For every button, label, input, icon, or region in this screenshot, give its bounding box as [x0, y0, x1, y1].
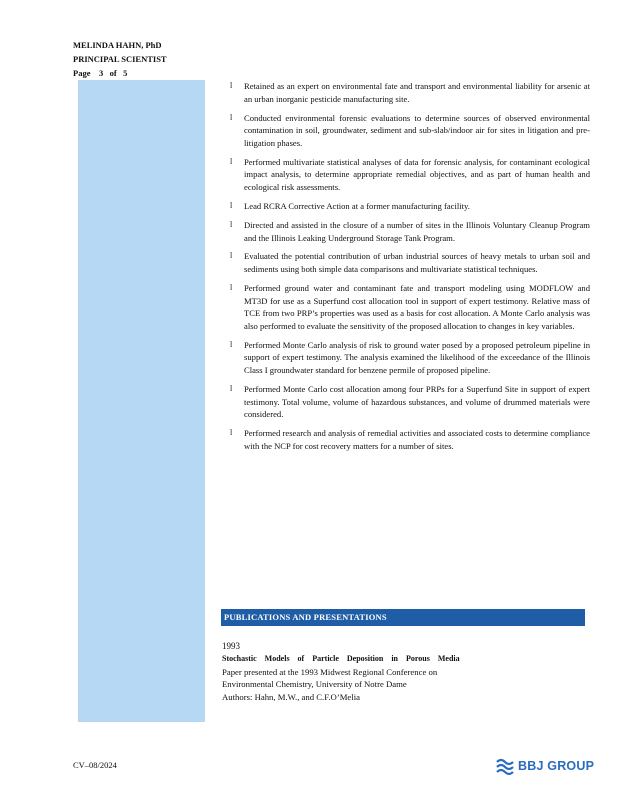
page-indicator: [73, 66, 167, 80]
bullet-marker: l: [230, 156, 233, 166]
publications-section: [222, 640, 522, 704]
page-of: of: [109, 68, 117, 78]
logo-text: BBJ GROUP: [518, 759, 595, 773]
experience-item: [230, 282, 590, 332]
experience-text: Retained as an expert on environmental fate and transport and environmental liability for arsenic at an urban inorganic pesticide manufacturing site.: [244, 81, 590, 104]
experience-item: [230, 156, 590, 194]
experience-item: [230, 80, 590, 105]
bullet-marker: l: [230, 112, 233, 122]
publication-venue: Paper presented at the 1993 Midwest Regional Conference on: [222, 666, 438, 677]
bullet-marker: l: [230, 428, 233, 438]
bullet-marker: l: [230, 219, 233, 229]
logo-waves-icon: [495, 757, 515, 775]
experience-text: Performed multivariate statistical analyses of data for forensic analysis, for contaminant ecological impact analysis, to determine appropriate remedial objectives, and as part of human health and ecological risk assessments.: [244, 156, 590, 192]
cv-code: CV–08/2024: [73, 760, 117, 770]
experience-text: Evaluated the potential contribution of urban industrial sources of heavy metals to urban soil and sediments using both simple data comparisons and multivariate statistical techniques.: [244, 251, 590, 275]
experience-item: [230, 250, 590, 275]
page-total: 5: [123, 68, 128, 78]
author-title: PRINCIPAL SCIENTIST: [73, 54, 167, 64]
experience-item: [230, 427, 590, 452]
bullet-marker: l: [230, 251, 233, 261]
experience-list: [230, 80, 590, 459]
experience-text: Performed research and analysis of remedial activities and associated costs to determine compliance with the NCP for cost recovery matters for a number of sites.: [244, 428, 590, 451]
left-sidebar-panel: [78, 80, 205, 722]
experience-text: Directed and assisted in the closure of a number of sites in the Illinois Voluntary Cleanup Program and the Illinois Leaking Underground Storage Tank Program.: [244, 219, 590, 243]
bullet-marker: l: [230, 339, 233, 349]
experience-item: [230, 219, 590, 244]
bullet-marker: l: [230, 384, 233, 393]
experience-text: Performed Monte Carlo cost allocation among four PRPs for a Superfund Site in support of expert testimony. Total volume, volume of hazardous substances, and volume of drummed materials were considered.: [244, 384, 590, 420]
bullet-marker: l: [230, 200, 233, 210]
experience-text: Lead RCRA Corrective Action at a former manufacturing facility.: [244, 200, 470, 211]
publication-authors: Authors: Hahn, M.W., and C.F.O’Melia: [222, 692, 360, 703]
experience-item: [230, 200, 590, 213]
publication-venue-cont: Environmental Chemistry, University of Notre Dame: [222, 679, 407, 690]
document-header: [73, 38, 167, 80]
publication-year: 1993: [222, 641, 240, 651]
experience-text: Performed Monte Carlo analysis of risk to ground water posed by a proposed petroleum pipeline in support of expert testimony. The analysis examined the likelihood of the exceedance of the Illinois Class I groundwater standard for benzene permile of proposed pipeline.: [244, 339, 590, 376]
experience-item: [230, 112, 590, 150]
experience-text: Performed ground water and contaminant fate and transport modeling using MODFLOW and MT3D for use as a Superfund cost allocation tool in support of expert testimony. Relative mass of TCE from two PRP’s properties was used as a basis for cost allocation. A Monte Carlo analysis was also performed to evaluate the sensitivity of the proposed allocation to changes in key variables.: [244, 283, 590, 331]
experience-item: [230, 339, 590, 377]
publication-title: Stochastic Models of Particle Deposition in Porous Media: [222, 653, 460, 663]
page-number: 3: [98, 68, 104, 78]
publications-heading: PUBLICATIONS AND PRESENTATIONS: [221, 609, 585, 626]
page-label: Page: [73, 68, 91, 78]
author-name: MELINDA HAHN, PhD: [73, 40, 162, 50]
bullet-marker: l: [230, 81, 233, 90]
experience-item: [230, 383, 590, 421]
bullet-marker: l: [230, 283, 233, 293]
experience-text: Conducted environmental forensic evaluations to determine sources of observed environmental contamination in soil, groundwater, sediment and sub-slab/indoor air for sites in litigation and pre-litigation phases.: [244, 112, 590, 148]
company-logo: [495, 757, 594, 775]
